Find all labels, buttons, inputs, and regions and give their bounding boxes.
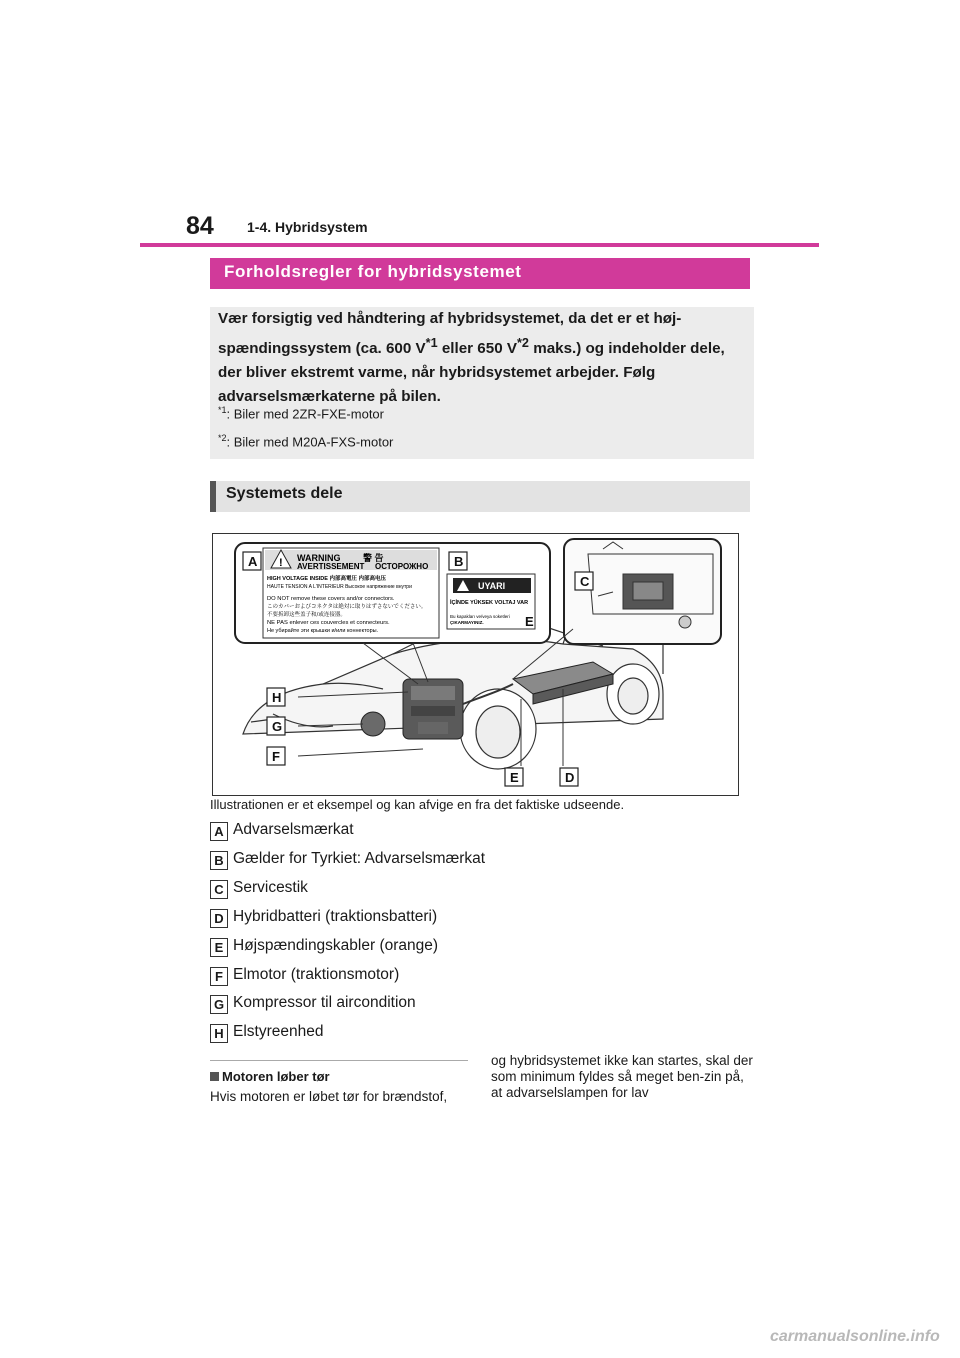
turkish-line-2: Bu kapakları ve/veya soketleri	[450, 614, 510, 619]
notice-sup1: *1	[425, 336, 438, 350]
legend-text: Elstyreenhed	[233, 1023, 324, 1041]
notice-part2: eller 650 V	[437, 340, 517, 358]
legend-key: E	[210, 938, 228, 957]
subsection-column-1: Hvis motoren er løbet tør for brændstof,	[210, 1089, 448, 1104]
warning-line-7: Не убирайте эти крышки и/или коннекторы.	[267, 628, 379, 634]
callout-label: B	[454, 554, 464, 569]
callout-label: F	[272, 749, 280, 764]
parts-banner	[210, 481, 750, 512]
legend-text: Gælder for Tyrkiet: Advarselsmærkat	[233, 849, 486, 867]
watermark: carmanualsonline.info	[770, 1328, 940, 1345]
callout-label: E	[510, 770, 519, 785]
callout-label: D	[565, 770, 575, 785]
subsection-rule	[210, 1060, 468, 1061]
section-title: 1-4. Hybridsystem	[247, 219, 368, 235]
warning-line-2: HAUTE TENSION A L'INTERIEUR Высокое напряжение внутри	[267, 584, 412, 590]
legend-key: C	[210, 880, 228, 899]
figure-caption: Illustrationen er et eksempel og kan afvige en fra det faktiske udseende.	[210, 797, 625, 812]
warning-triangle-icon: !	[279, 557, 283, 569]
footnote-2-mark: *2	[218, 433, 227, 443]
section-banner	[210, 258, 750, 289]
header-rule	[140, 243, 819, 247]
notice-box	[210, 307, 754, 459]
warning-title-2: AVERTISSEMENT	[297, 562, 365, 571]
legend-text: Advarselsmærkat	[233, 821, 354, 838]
turkish-label-callout: E	[525, 614, 534, 629]
notice-text	[218, 307, 742, 409]
parts-banner-title: Systemets dele	[226, 485, 343, 502]
legend-text: Elmotor (traktionsmotor)	[233, 965, 400, 983]
square-bullet-icon	[210, 1072, 219, 1081]
notice-part3: maks.) og indeholder dele, der bliver ekstremt varme, når hybridsystemet arbejder. Følg advarselsmærkaterne på bilen.	[218, 340, 725, 406]
turkish-title: UYARI	[478, 581, 506, 591]
legend-key: A	[210, 822, 228, 841]
subsection-heading-text: Motoren løber tør	[222, 1069, 330, 1084]
legend-text: Højspændingskabler (orange)	[233, 936, 439, 954]
legend-key: B	[210, 851, 228, 870]
warning-line-3: DO NOT remove these covers and/or connectors.	[267, 596, 395, 602]
warning-line-4: このカバーおよびコネクタは絶対に取りはずさないでください。	[267, 604, 427, 610]
hybrid-system-figure	[212, 533, 739, 796]
notice-sup2: *2	[517, 336, 529, 350]
turkish-line-3: ÇIKARMAYINIZ.	[450, 620, 484, 625]
legend-text: Kompressor til aircondition	[233, 994, 416, 1012]
warning-line-5: 不要拆卸这些盖子和/或连接器。	[267, 612, 346, 618]
footnote-2-text: : Biler med M20A-FXS-motor	[226, 434, 394, 450]
footnote-1-text: : Biler med 2ZR-FXE-motor	[226, 406, 384, 422]
page-number: 84	[186, 212, 214, 240]
section-banner-title: Forholdsregler for hybridsystemet	[224, 262, 522, 281]
callout-label: C	[580, 574, 590, 589]
warning-title-1: WARNING	[297, 553, 341, 563]
subsection-column-2: og hybridsystemet ikke kan startes, skal der som minimum fyldes så meget ben-zin på, at advarselslampen for lav	[491, 1053, 753, 1100]
warning-title-1b: 警 告	[363, 553, 384, 563]
footnote-1-mark: *1	[218, 405, 227, 415]
footnote-1	[218, 405, 384, 421]
footnote-2	[218, 433, 393, 449]
callout-label: H	[272, 690, 282, 705]
legend-key: G	[210, 995, 228, 1014]
callout-label: G	[272, 719, 283, 734]
subsection-heading	[210, 1069, 330, 1084]
legend-key: H	[210, 1024, 228, 1043]
warning-line-1: HIGH VOLTAGE INSIDE 内部高電圧 内部高电压	[267, 576, 386, 582]
notice-part1: Vær forsigtig ved håndtering af hybridsystemet, da det er et høj-spændingssystem (ca. 600 V	[218, 310, 682, 358]
legend-key: F	[210, 967, 228, 986]
warning-title-2b: ОСТОРОЖНО	[375, 562, 429, 571]
legend-key: D	[210, 909, 228, 928]
warning-line-6: NE PAS enlever ces couvercles et connecteurs.	[267, 620, 390, 626]
turkish-line-1: İÇİNDE YÜKSEK VOLTAJ VAR	[450, 600, 529, 606]
legend-text: Hybridbatteri (traktionsbatteri)	[233, 907, 438, 925]
legend-text: Servicestik	[233, 878, 308, 896]
callout-label: A	[248, 554, 258, 569]
